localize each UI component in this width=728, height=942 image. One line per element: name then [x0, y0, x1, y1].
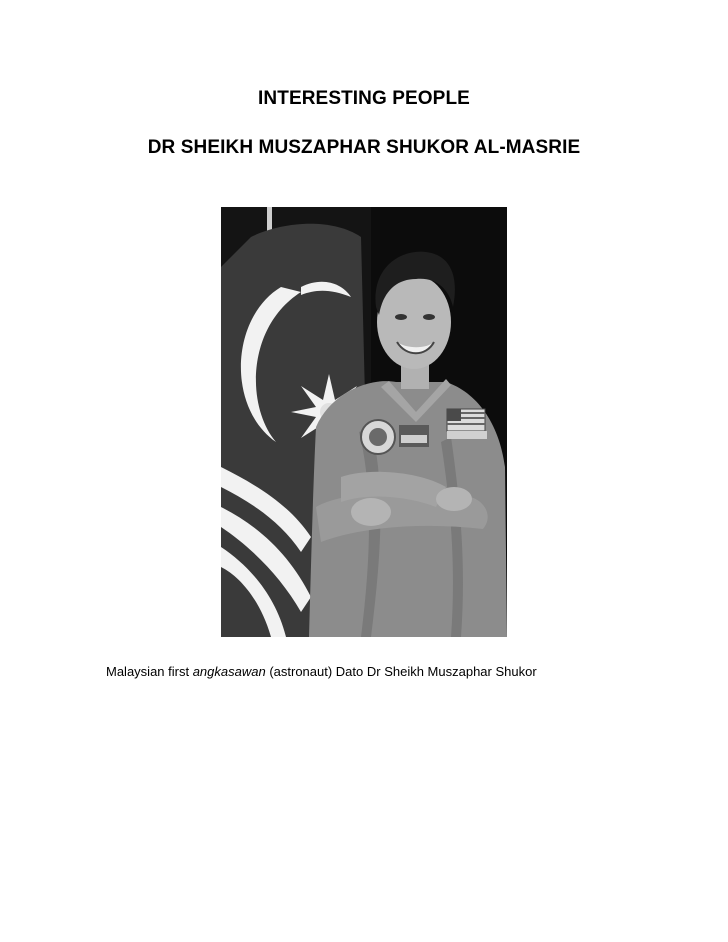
caption-suffix: (astronaut) Dato Dr Sheikh Muszaphar Shukor — [265, 664, 537, 679]
caption-prefix: Malaysian first — [106, 664, 193, 679]
astronaut-photo — [221, 207, 507, 637]
document-heading: INTERESTING PEOPLE — [258, 88, 470, 109]
document-subheading: DR SHEIKH MUSZAPHAR SHUKOR AL-MASRIE — [147, 137, 581, 158]
photo-caption — [106, 664, 537, 679]
caption-italic-word: angkasawan — [192, 664, 266, 679]
